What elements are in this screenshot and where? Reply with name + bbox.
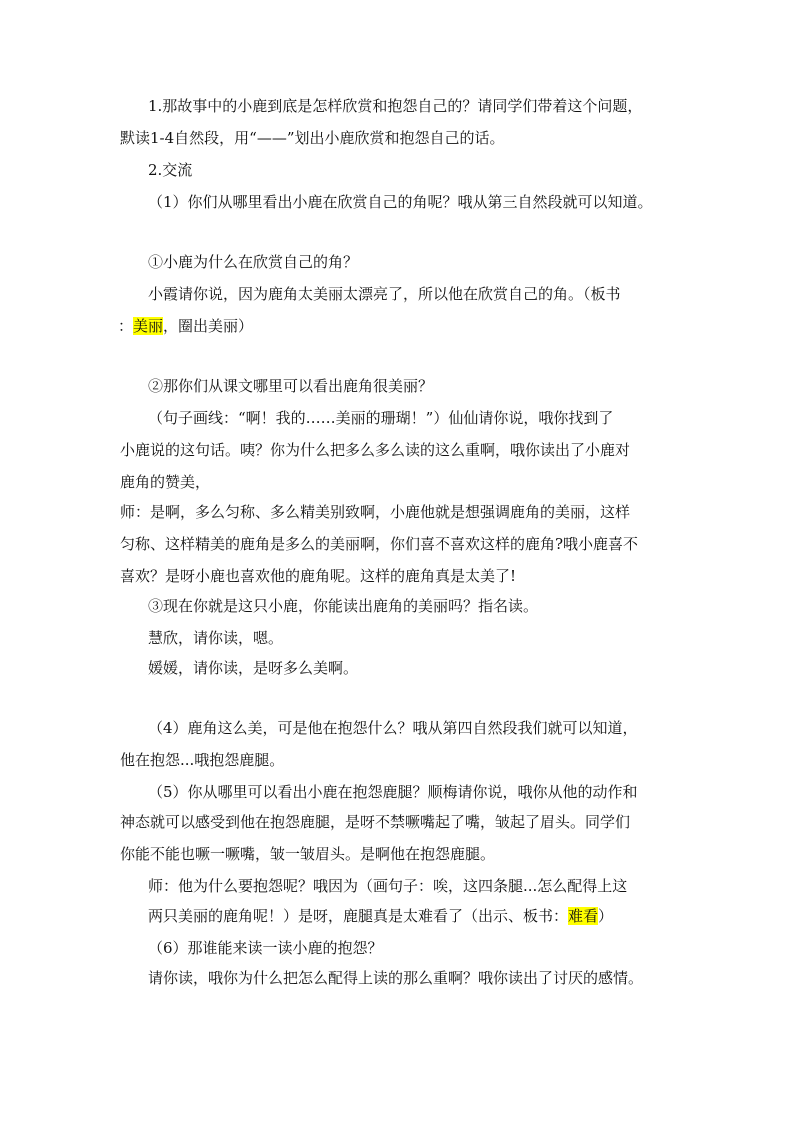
paragraph-line: 师：是啊，多么匀称、多么精美别致啊，小鹿他就是想强调鹿角的美丽，这样: [120, 503, 631, 521]
paragraph-line: （句子画线：“啊！我的……美丽的珊瑚！”）仙仙请你说，哦你找到了: [148, 409, 614, 427]
section-heading: 2.交流: [148, 161, 193, 179]
paragraph-line: 他在抱怨...哦抱怨鹿腿。: [120, 751, 285, 769]
paragraph-line: 默读1-4自然段，用“——”划出小鹿欣赏和抱怨自己的话。: [120, 129, 505, 147]
highlighted-keyword: 难看: [568, 907, 599, 925]
paragraph-line: （1）你们从哪里看出小鹿在欣赏自己的角呢？哦从第三自然段就可以知道。: [148, 193, 653, 211]
paragraph-line: 请你读，哦你为什么把怎么配得上读的那么重啊？哦你读出了讨厌的感情。: [148, 969, 644, 987]
text-span: ：: [118, 317, 134, 335]
paragraph-line: 神态就可以感受到他在抱怨鹿腿，是呀不禁噘嘴起了嘴，皱起了眉头。同学们: [120, 813, 631, 831]
question-line: ③现在你就是这只小鹿，你能读出鹿角的美丽吗？指名读。: [148, 597, 539, 615]
question-line: ②那你们从课文哪里可以看出鹿角很美丽？: [148, 377, 434, 395]
paragraph-line: [148, 906, 613, 926]
text-span: ）: [598, 907, 614, 925]
paragraph-line: 小鹿说的这句话。咦？你为什么把多么多么读的这么重啊，哦你读出了小鹿对: [120, 441, 631, 459]
paragraph-line: 慧欣，请你读，嗯。: [148, 629, 284, 647]
paragraph-line: （6）那谁能来读一读小鹿的抱怨？: [148, 939, 383, 957]
text-span: 两只美丽的鹿角呢！）是呀，鹿腿真是太难看了（出示、板书：: [148, 907, 569, 925]
paragraph-line: 鹿角的赞美，: [120, 473, 211, 491]
paragraph-line: [118, 316, 253, 336]
paragraph-line: 1.那故事中的小鹿到底是怎样欣赏和抱怨自己的？请同学们带着这个问题，: [148, 97, 643, 115]
paragraph-line: 师：他为什么要抱怨呢？哦因为（画句子：唉，这四条腿...怎么配得上这: [148, 877, 628, 895]
highlighted-keyword: 美丽: [133, 317, 164, 335]
paragraph-line: 小霞请你说，因为鹿角太美丽太漂亮了，所以他在欣赏自己的角。（板书: [148, 285, 621, 303]
paragraph-line: 匀称、这样精美的鹿角是多么的美丽啊，你们喜不喜欢这样的鹿角?哦小鹿喜不: [120, 535, 639, 553]
paragraph-line: （5）你从哪里可以看出小鹿在抱怨鹿腿？顺梅请你说，哦你从他的动作和: [148, 783, 638, 801]
paragraph-line: （4）鹿角这么美，可是他在抱怨什么？哦从第四自然段我们就可以知道，: [148, 719, 638, 737]
paragraph-line: 你能不能也噘一噘嘴，皱一皱眉头。是啊他在抱怨鹿腿。: [120, 845, 496, 863]
question-line: ①小鹿为什么在欣赏自己的角？: [148, 253, 359, 271]
text-span: ，圈出美丽）: [163, 317, 254, 335]
paragraph-line: 喜欢？是呀小鹿也喜欢他的鹿角呢。这样的鹿角真是太美了!: [120, 567, 517, 585]
paragraph-line: 媛媛，请你读，是呀多么美啊。: [148, 659, 359, 677]
